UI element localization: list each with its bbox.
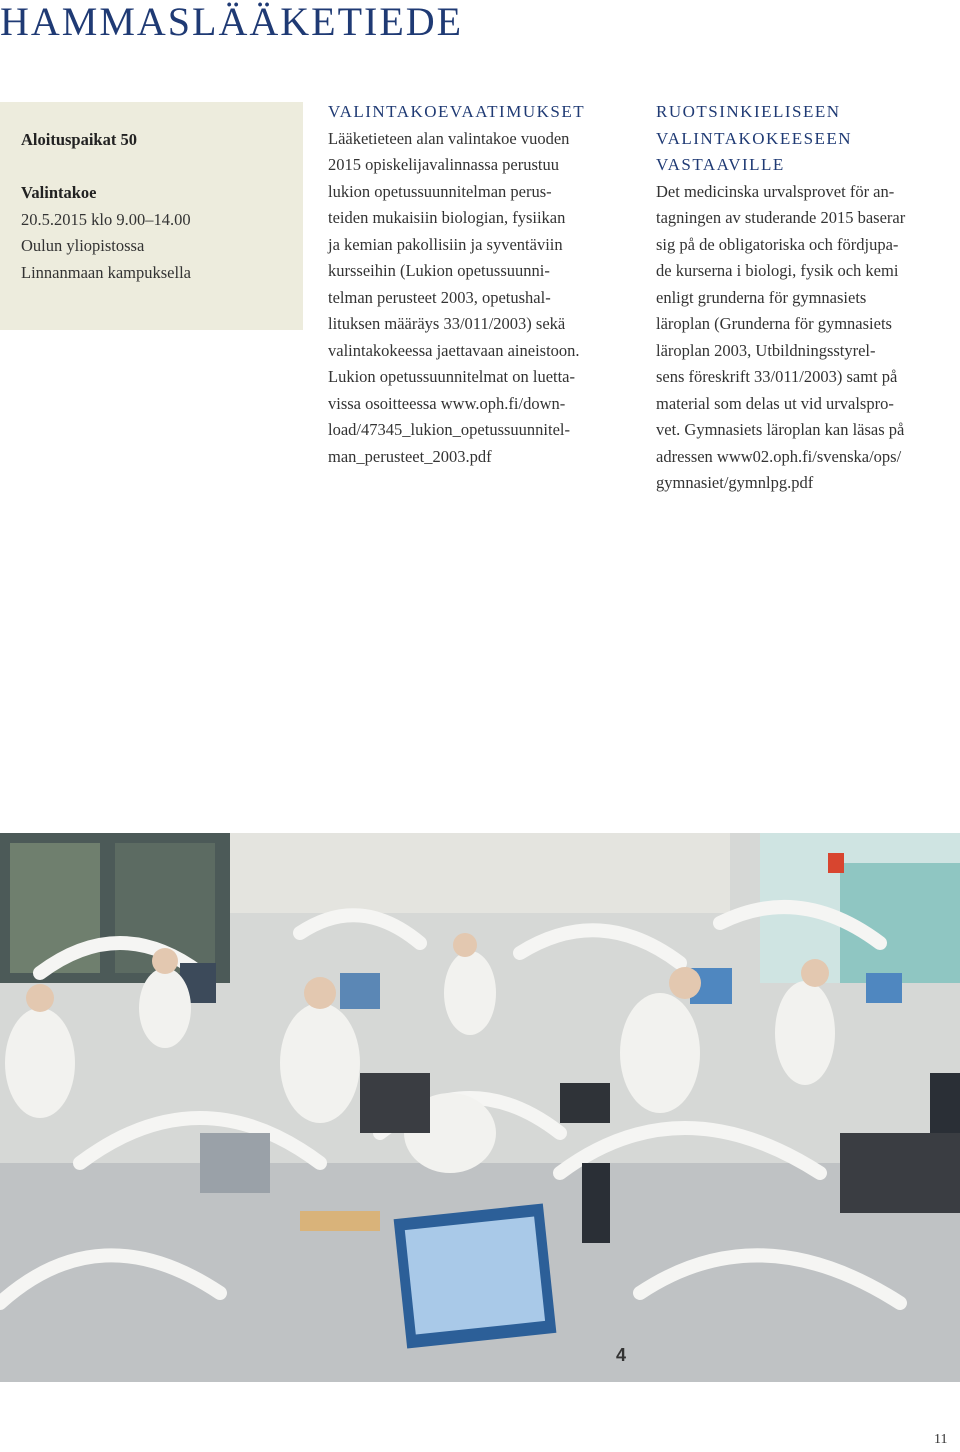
swedish-line: läroplan 2003, Utbildningsstyrel-	[656, 340, 876, 360]
swedish-line: material som delas ut vid urvalspro-	[656, 393, 894, 413]
requirements-line: valintakokeessa jaettavaan aineistoon.	[328, 340, 580, 360]
swedish-line: adressen www02.oph.fi/svenska/ops/	[656, 446, 902, 466]
exam-date: 20.5.2015 klo 9.00–14.00	[21, 209, 191, 229]
requirements-line: load/47345_lukion_opetussuunnitel-	[328, 420, 570, 439]
exam-label: Valintakoe	[21, 183, 97, 202]
requirements-line: teiden mukaisiin biologian, fysiikan	[328, 208, 566, 227]
swedish-line: läroplan (Grunderna för gymnasiets	[656, 314, 892, 333]
swedish-line: de kurserna i biologi, fysik och kemi	[656, 261, 899, 280]
exam-campus: Linnanmaan kampuksella	[21, 262, 191, 282]
swedish-line: vet. Gymnasiets läroplan kan läsas på	[656, 420, 905, 439]
swedish-line: sens föreskrift 33/011/2003) samt på	[656, 367, 898, 386]
exam-location: Oulun yliopistossa	[21, 236, 145, 255]
requirements-line: kursseihin (Lukion opetussuunni-	[328, 261, 550, 280]
swedish-column	[656, 99, 960, 497]
requirements-line: Lukion opetussuunnitelmat on luetta-	[328, 367, 576, 386]
swedish-heading-line: VALINTAKOKEESEEN	[656, 128, 853, 148]
requirements-line: ja kemian pakollisiin ja syventäviin	[328, 234, 563, 254]
station-number: 4	[616, 1345, 627, 1365]
swedish-line: Det medicinska urvalsprovet för an-	[656, 181, 895, 201]
requirements-line: Lääketieteen alan valintakoe vuoden	[328, 128, 570, 148]
swedish-line: enligt grunderna för gymnasiets	[656, 287, 867, 307]
page-title: HAMMASLÄÄKETIEDE	[0, 0, 464, 44]
info-box	[0, 102, 303, 330]
swedish-heading-line: RUOTSINKIELISEEN	[656, 102, 841, 121]
requirements-line: lukion opetussuunnitelman perus-	[328, 181, 552, 201]
requirements-line: vissa osoitteessa www.oph.fi/down-	[328, 393, 566, 413]
requirements-line: telman perusteet 2003, opetushal-	[328, 287, 551, 307]
requirements-line: lituksen määräys 33/011/2003) sekä	[328, 314, 566, 333]
swedish-heading-line: VASTAAVILLE	[656, 155, 785, 174]
dental-lab-photo	[0, 833, 960, 1382]
page-number: 11	[934, 1432, 948, 1447]
swedish-line: sig på de obligatoriska och fördjupa-	[656, 234, 899, 254]
requirements-line: man_perusteet_2003.pdf	[328, 446, 492, 466]
requirements-line: 2015 opiskelijavalinnassa perustuu	[328, 155, 559, 174]
requirements-column	[328, 99, 638, 470]
swedish-line: gymnasiet/gymnlpg.pdf	[656, 473, 814, 492]
requirements-heading: VALINTAKOEVAATIMUKSET	[328, 102, 586, 121]
swedish-line: tagningen av studerande 2015 baserar	[656, 208, 906, 227]
starting-places: Aloituspaikat 50	[21, 130, 137, 149]
